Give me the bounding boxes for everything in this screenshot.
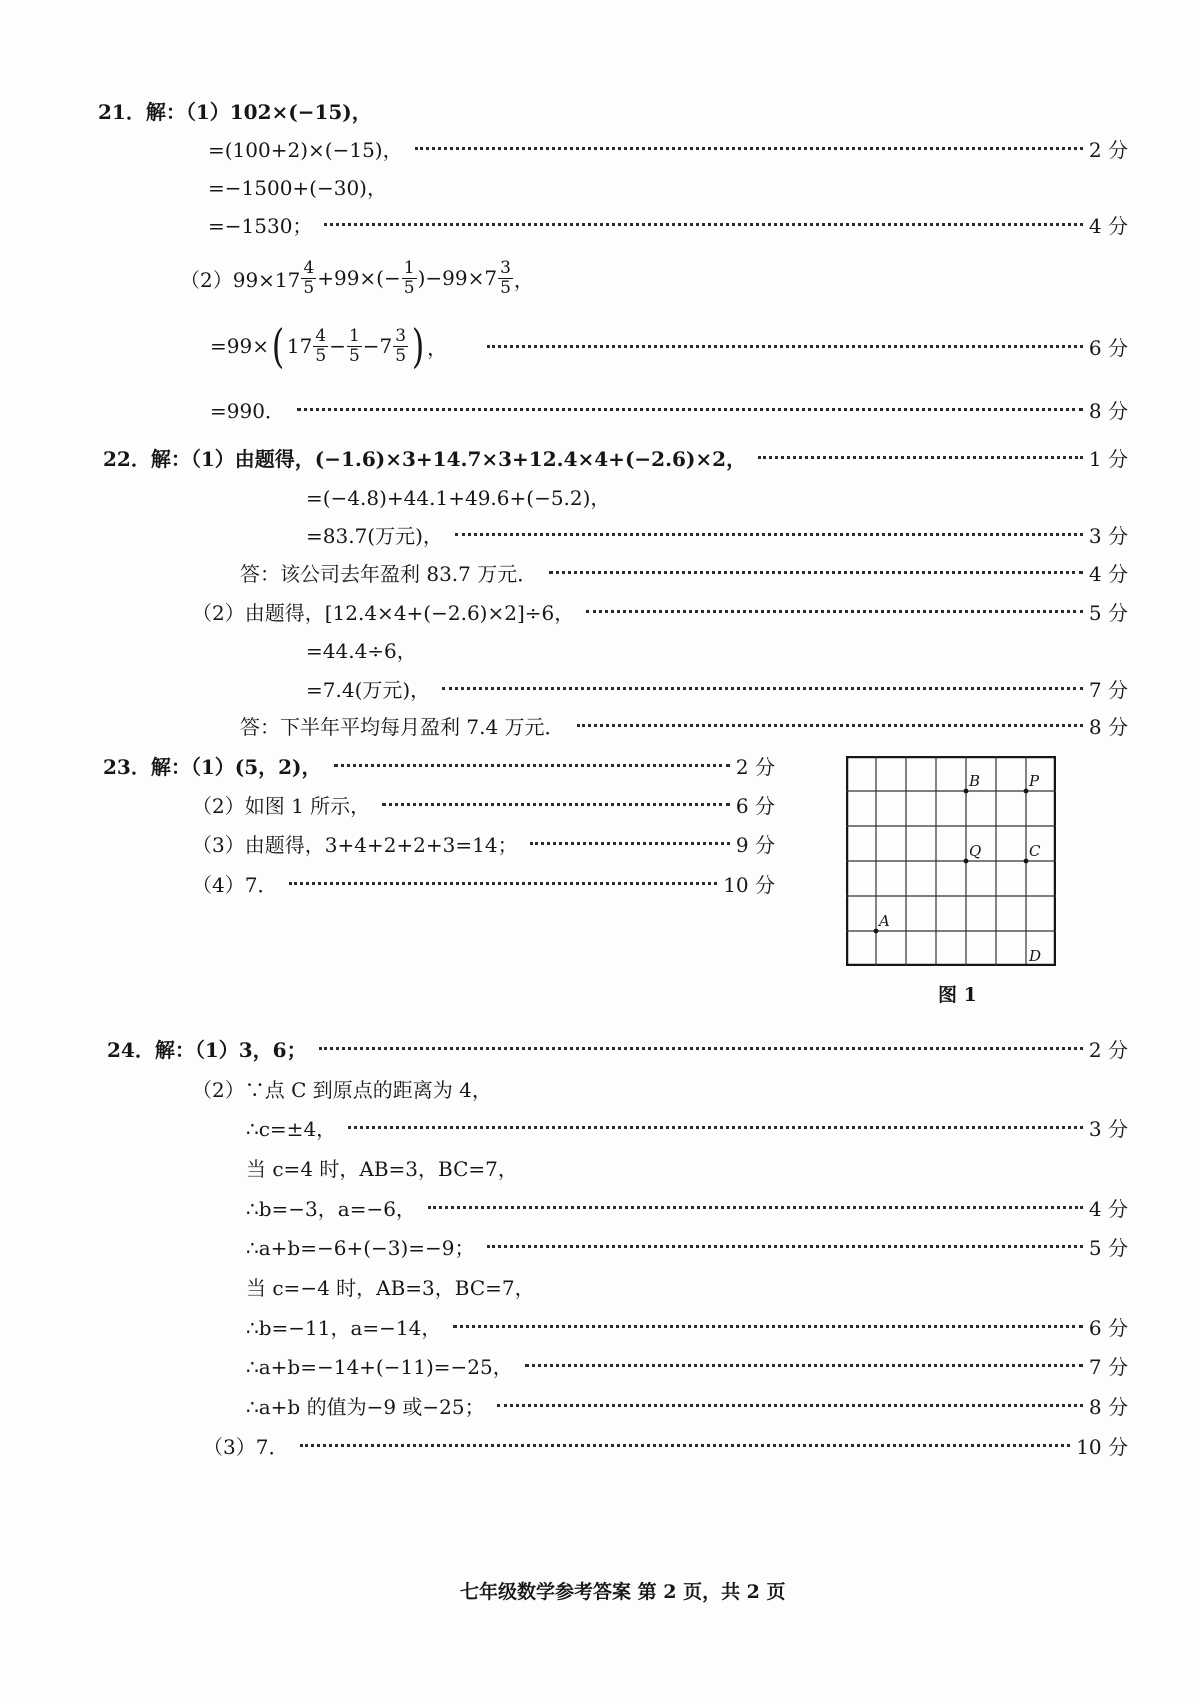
- fraction: $\frac{3}{5}$: [500, 257, 511, 298]
- fraction: $\frac{1}{5}$: [403, 257, 415, 298]
- score: 1 分: [1088, 446, 1128, 471]
- score: 7 分: [1088, 1354, 1128, 1379]
- q24-line-6: ∴a+b=−6+(−3)=−9； 5 分: [246, 1229, 1128, 1263]
- q21-line-5: [180, 253, 534, 303]
- grid-point-label: A: [879, 912, 890, 930]
- grid-point-b: [964, 789, 969, 794]
- score: 2 分: [735, 754, 775, 779]
- grid-point-q: [964, 859, 969, 864]
- dot-leader: [324, 223, 1082, 226]
- q24-line-7: 当 c=−4 时，AB=3，BC=7，: [246, 1275, 535, 1300]
- q24-line-11: （3）7． 10 分: [203, 1428, 1128, 1462]
- dot-leader: [442, 687, 1083, 690]
- fraction: $\frac{3}{5}$: [395, 325, 407, 366]
- grid-point-a: [874, 929, 879, 934]
- q23-line-2: （2）如图 1 所示， 6 分: [192, 787, 775, 821]
- score: 4 分: [1088, 213, 1128, 238]
- dot-leader: [586, 610, 1083, 613]
- dot-leader: [300, 1444, 1070, 1447]
- grid-figure: [846, 756, 1056, 966]
- dot-leader: [348, 1126, 1083, 1129]
- dot-leader: [549, 571, 1083, 574]
- fraction: $\frac{4}{5}$: [315, 325, 327, 366]
- q22-line-8: 答：下半年平均每月盈利 7.4 万元． 8 分: [240, 708, 1128, 742]
- q24-line-2: （2）∵点 C 到原点的距离为 4，: [192, 1077, 492, 1102]
- q24-line-3: ∴c=±4， 3 分: [246, 1110, 1128, 1144]
- figure-caption: 图 1: [938, 984, 977, 1006]
- score: 9 分: [735, 832, 775, 857]
- q24-line-10: ∴a+b 的值为−9 或−25； 8 分: [246, 1388, 1128, 1422]
- grid-point-label: C: [1029, 842, 1041, 860]
- grid-point-label: D: [1029, 947, 1042, 965]
- q21-line-1: [98, 93, 372, 127]
- score: 10 分: [1076, 1434, 1128, 1459]
- fraction: $\frac{1}{5}$: [348, 325, 360, 366]
- q23-line-4: （4）7． 10 分: [192, 866, 775, 900]
- score: 2 分: [1088, 137, 1128, 162]
- page-footer: 七年级数学参考答案 第 2 页，共 2 页: [460, 1581, 786, 1603]
- q21-line-3: =−1500+(−30)，: [208, 175, 387, 200]
- dot-leader: [577, 724, 1083, 727]
- score: 10 分: [723, 872, 775, 897]
- q23-heading: 23．解：（1）(5，2)，: [103, 754, 322, 779]
- q24-line-4: 当 c=4 时，AB=3，BC=7，: [246, 1156, 518, 1181]
- score: 8 分: [1088, 398, 1128, 423]
- score: 7 分: [1088, 677, 1128, 702]
- dot-leader: [453, 1325, 1083, 1328]
- grid-point-label: B: [969, 772, 981, 790]
- q21-line-7: =990． 8 分: [210, 392, 1128, 426]
- score: 3 分: [1088, 1116, 1128, 1141]
- dot-leader: [289, 882, 717, 885]
- q24-line-1: [107, 1031, 1128, 1065]
- score: 8 分: [1088, 714, 1128, 739]
- dot-leader: [382, 803, 730, 806]
- dot-leader: [415, 147, 1083, 150]
- dot-leader: [428, 1206, 1083, 1209]
- grid-point-c: [1024, 859, 1029, 864]
- q21-bracket-expression: =99× ( 17 $\frac{4}{5}$ − $\frac{1}{5}$ −7 $\frac{3}{5}$ ) ，: [210, 319, 448, 373]
- score: 6 分: [1088, 1315, 1128, 1340]
- q22-line-7: =7.4(万元)， 7 分: [306, 671, 1128, 705]
- dot-leader: [487, 345, 1083, 348]
- score: 5 分: [1088, 600, 1128, 625]
- q21-expression-2: （2）99×17 $\frac{4}{5}$ +99×(− $\frac{1}{5}$ )−99×7 $\frac{3}{5}$ ，: [180, 257, 534, 298]
- score: 6 分: [1088, 335, 1128, 360]
- dot-leader: [455, 533, 1083, 536]
- score: 4 分: [1088, 1196, 1128, 1221]
- q24-line-8: ∴b=−11，a=−14， 6 分: [246, 1309, 1128, 1343]
- score: 8 分: [1088, 1394, 1128, 1419]
- q22-line-2: =(−4.8)+44.1+49.6+(−5.2)，: [306, 485, 611, 510]
- q24-heading: 24．解：（1）3，6；: [107, 1037, 307, 1062]
- dot-leader: [487, 1245, 1083, 1248]
- q23-line-1: [103, 748, 775, 782]
- grid-point-label: Q: [969, 842, 982, 860]
- grid-point-p: [1024, 789, 1029, 794]
- q22-line-5: （2）由题得，[12.4×4+(−2.6)×2]÷6， 5 分: [192, 594, 1128, 628]
- q21-heading: 21．解：（1）102×(−15)，: [98, 99, 372, 124]
- score: 5 分: [1088, 1235, 1128, 1260]
- grid-point-label: P: [1029, 772, 1040, 790]
- grid-points: [874, 772, 1041, 966]
- score: 2 分: [1088, 1037, 1128, 1062]
- q22-line-4: 答：该公司去年盈利 83.7 万元． 4 分: [240, 555, 1128, 589]
- score: 6 分: [735, 793, 775, 818]
- dot-leader: [297, 408, 1083, 411]
- score: 3 分: [1088, 523, 1128, 548]
- q21-line-4: =−1530； 4 分: [208, 207, 1128, 241]
- dot-leader: [334, 764, 730, 767]
- dot-leader: [319, 1047, 1083, 1050]
- dot-leader: [525, 1364, 1083, 1367]
- q22-line-1: [103, 440, 1128, 474]
- q22-heading: 22．解：（1）由题得，(−1.6)×3+14.7×3+12.4×4+(−2.6)×2，: [103, 446, 747, 471]
- q24-line-9: ∴a+b=−14+(−11)=−25， 7 分: [246, 1348, 1128, 1382]
- fraction: $\frac{4}{5}$: [303, 257, 315, 298]
- dot-leader: [530, 842, 730, 845]
- q22-line-3: =83.7(万元)， 3 分: [306, 517, 1128, 551]
- q24-line-5: ∴b=−3，a=−6， 4 分: [246, 1190, 1128, 1224]
- q21-line-6: [210, 318, 1128, 374]
- q21-line-2: =(100+2)×(−15)， 2 分: [208, 131, 1128, 165]
- dot-leader: [497, 1404, 1083, 1407]
- score: 4 分: [1088, 561, 1128, 586]
- q23-line-3: （3）由题得，3+4+2+2+3=14； 9 分: [192, 826, 775, 860]
- q22-line-6: =44.4÷6，: [306, 638, 417, 663]
- dot-leader: [758, 456, 1083, 459]
